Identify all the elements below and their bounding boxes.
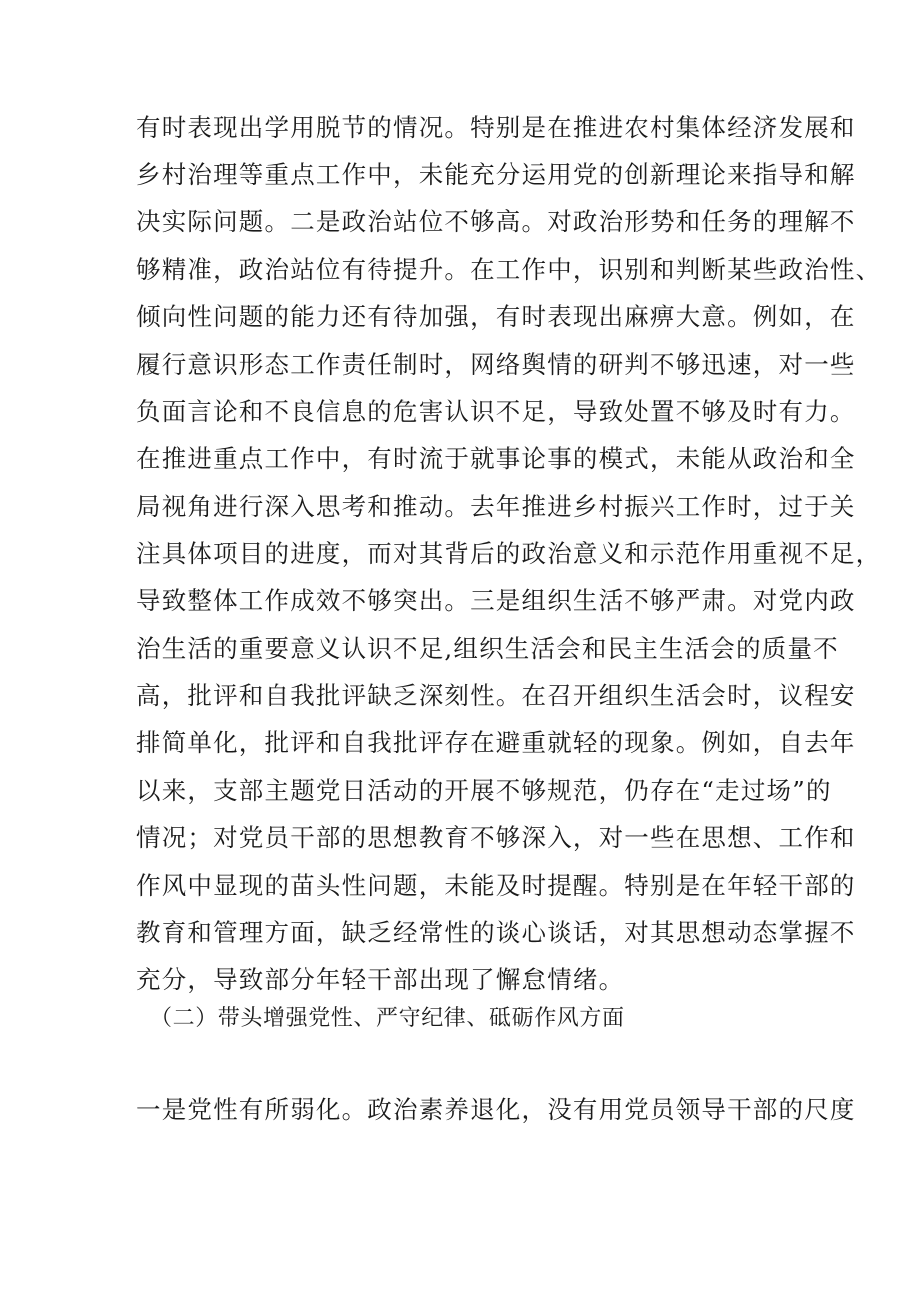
text-line: 以来，支部主题党日活动的开展不够规范，仍存在“走过场”的 <box>136 776 832 805</box>
text-line: 作风中显现的苗头性问题，未能及时提醒。特别是在年轻干部的 <box>136 871 856 900</box>
text-line: 在推进重点工作中，有时流于就事论事的模式，未能从政治和全 <box>136 444 856 473</box>
text-line: 局视角进行深入思考和推动。去年推进乡村振兴工作时，过于关 <box>136 492 856 521</box>
text-line: 履行意识形态工作责任制时，网络舆情的研判不够迅速，对一些 <box>136 350 856 379</box>
text-line: 负面言论和不良信息的危害认识不足，导致处置不够及时有力。 <box>136 397 856 426</box>
text-line: 高，批评和自我批评缺乏深刻性。在召开组织生活会时，议程安 <box>136 681 856 710</box>
text-line: 导致整体工作成效不够突出。三是组织生活不够严肃。对党内政 <box>136 586 856 615</box>
text-line: 排简单化，批评和自我批评存在避重就轻的现象。例如，自去年 <box>136 728 856 757</box>
text-line: 够精准，政治站位有待提升。在工作中，识别和判断某些政治性、 <box>136 255 882 284</box>
text-line: 充分，导致部分年轻干部出现了懈怠情绪。 <box>136 965 625 994</box>
section-heading: （二）带头增强党性、严守纪律、砥砺作风方面 <box>150 1006 625 1031</box>
text-line: 倾向性问题的能力还有待加强，有时表现出麻痹大意。例如，在 <box>136 302 856 331</box>
text-line: 有时表现出学用脱节的情况。特别是在推进农村集体经济发展和 <box>136 113 856 142</box>
text-line: 一是党性有所弱化。政治素养退化，没有用党员领导干部的尺度 <box>136 1095 856 1124</box>
text-line: 注具体项目的进度，而对其背后的政治意义和示范作用重视不足， <box>136 539 882 568</box>
text-line: 决实际问题。二是政治站位不够高。对政治形势和任务的理解不 <box>136 207 856 236</box>
text-line: 教育和管理方面，缺乏经常性的谈心谈话，对其思想动态掌握不 <box>136 918 856 947</box>
text-line: 乡村治理等重点工作中，未能充分运用党的创新理论来指导和解 <box>136 160 856 189</box>
text-line: 情况；对党员干部的思想教育不够深入，对一些在思想、工作和 <box>136 823 856 852</box>
text-line: 治生活的重要意义认识不足,组织生活会和民主生活会的质量不 <box>136 634 839 663</box>
